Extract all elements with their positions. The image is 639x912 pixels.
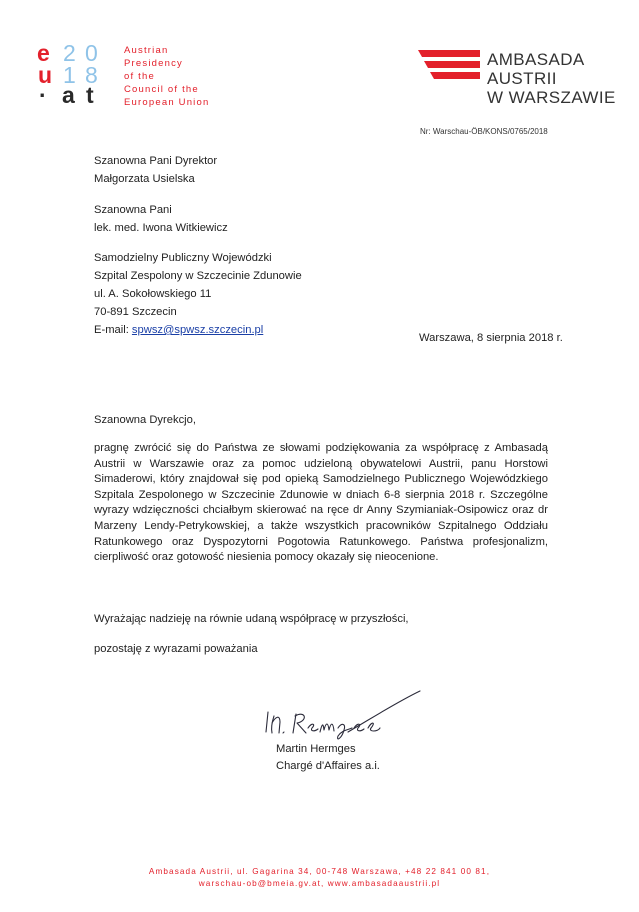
eu-presidency-logo bbox=[37, 42, 105, 108]
signer-name: Martin Hermges bbox=[276, 743, 356, 755]
salutation: Szanowna Dyrekcjo, bbox=[94, 414, 196, 426]
letter-date: Warszawa, 8 sierpnia 2018 r. bbox=[419, 332, 563, 344]
signer-block bbox=[276, 741, 380, 775]
presidency-line: Presidency bbox=[124, 58, 183, 69]
reference-number: Nr: Warschau-ÖB/KONS/0765/2018 bbox=[420, 127, 548, 136]
address-line: Samodzielny Publiczny Wojewódzki bbox=[94, 252, 272, 264]
logo-digit: 8 bbox=[85, 62, 98, 88]
logo-letter: a bbox=[62, 82, 75, 108]
presidency-text bbox=[124, 44, 234, 109]
address-line: Szpital Zespolony w Szczecinie Zdunowie bbox=[94, 270, 302, 282]
address-line: Szanowna Pani bbox=[94, 204, 172, 216]
embassy-line: AUSTRII bbox=[487, 69, 557, 88]
email-line bbox=[94, 321, 302, 339]
logo-letter: t bbox=[86, 82, 94, 108]
logo-letter: e bbox=[37, 40, 50, 66]
closing-paragraph: Wyrażając nadzieję na równie udaną współpracę w przyszłości, bbox=[94, 613, 409, 625]
presidency-line: of the bbox=[124, 71, 155, 82]
presidency-line: Council of the bbox=[124, 84, 199, 95]
address-line: ul. A. Sokołowskiego 11 bbox=[94, 288, 212, 300]
handwritten-signature bbox=[262, 688, 427, 743]
email-label: E-mail: bbox=[94, 324, 129, 336]
logo-digit: 0 bbox=[85, 40, 98, 66]
presidency-line: Austrian bbox=[124, 45, 169, 56]
footer-contact: warschau-ob@bmeia.gv.at, www.ambasadaaustrii.pl bbox=[198, 879, 441, 888]
embassy-line: AMBASADA bbox=[487, 50, 585, 69]
body-paragraph: pragnę zwrócić się do Państwa ze słowami podziękowania za współpracę z Ambasadą Austrii w Warszawie oraz za pomoc udzieloną obywatelowi Austrii, panu Horstowi Simaderowi, który znajdował się pod opieką Samodzielnego Publicznego Wojewódzkiego Szpitala Zespolonego w Szczecinie Zdunowie w dniach 6-8 sierpnia 2018 r. Szczególne wyrazy wdzięczności chciałbym skierować na ręce dr Anny Szymianiak-Osipowicz oraz dr Marzeny Lendy-Petrykowskiej, a także wszystkich pracowników Szpitalnego Oddziału Ratunkowego oraz Dyspozytorni Pogotowia Ratunkowego. Państwa profesjonalizm, cierpliwość oraz gotowość niesienia pomocy okazały się nieocenione. bbox=[94, 442, 548, 564]
address-line: lek. med. Iwona Witkiewicz bbox=[94, 222, 228, 234]
logo-digit: 2 bbox=[63, 40, 76, 66]
address-line: Szanowna Pani Dyrektor bbox=[94, 155, 218, 167]
address-line: Małgorzata Usielska bbox=[94, 173, 195, 185]
presidency-line: European Union bbox=[124, 97, 210, 108]
recipient-hospital bbox=[94, 249, 302, 339]
email-link[interactable]: spwsz@spwsz.szczecin.pl bbox=[131, 324, 264, 336]
footer bbox=[0, 866, 639, 890]
logo-digit: 1 bbox=[63, 62, 76, 88]
recipient-director bbox=[94, 152, 217, 188]
embassy-line: W WARSZAWIE bbox=[487, 88, 616, 107]
address-line: 70-891 Szczecin bbox=[94, 306, 177, 318]
logo-letter: · bbox=[39, 82, 47, 108]
closing-phrase: pozostaję z wyrazami poważania bbox=[94, 643, 258, 655]
embassy-name bbox=[487, 50, 616, 107]
signer-title: Chargé d'Affaires a.i. bbox=[276, 760, 380, 772]
recipient-doctor bbox=[94, 201, 228, 237]
footer-address: Ambasada Austrii, ul. Gagarina 34, 00-748 Warszawa, +48 22 841 00 81, bbox=[148, 867, 491, 876]
austrian-flag-icon bbox=[418, 50, 480, 80]
logo-letter: u bbox=[38, 62, 53, 88]
